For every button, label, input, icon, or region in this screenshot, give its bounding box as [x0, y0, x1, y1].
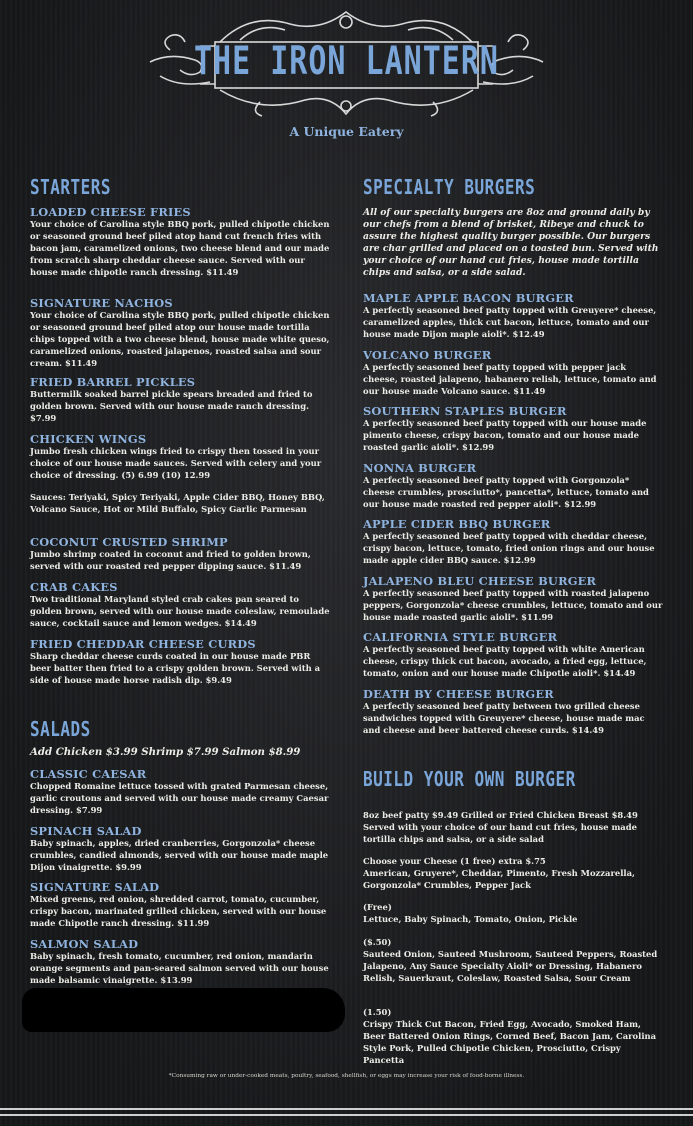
item-name: SPINACH SALAD [30, 824, 142, 838]
menu-item [363, 349, 663, 398]
menu-item [30, 825, 330, 874]
item-desc: A perfectly seasoned beef patty topped with white American cheese, crispy thick cut bacon, avocado, a fried egg, lettuce, tomato, onion and our house made Chipotle aioli*. [363, 644, 647, 678]
salads-title: SALADS [30, 717, 91, 741]
item-name: APPLE CIDER BBQ BURGER [363, 517, 551, 531]
tier2-list: Crispy Thick Cut Bacon, Fried Egg, Avocado, Smoked Ham, Beer Battered Onion Rings, Corned Beef, Bacon Jam, Carolina Style Pork, Pulled Chipotle Chicken, Prosciutto, Crispy Pancetta [363, 1018, 657, 1065]
item-price: $9.49 [205, 674, 232, 685]
menu-item [30, 206, 330, 279]
menu-item [363, 292, 663, 341]
build-free-toppings [363, 902, 663, 926]
build-base: 8oz beef patty $9.49 Grilled or Fried Chicken Breast $8.49 Served with your choice of our hand cut fries, house made tortilla chips and salsa, or a side salad [363, 810, 638, 844]
item-price: $14.49 [603, 667, 636, 678]
item-name: FRIED CHEDDAR CHEESE CURDS [30, 637, 256, 651]
item-desc: Chopped Romaine lettuce tossed with grated Parmesan cheese, garlic croutons and served with our house made creamy Caesar dressing. [30, 781, 329, 815]
item-price: $14.49 [571, 724, 604, 735]
menu-item [30, 376, 330, 425]
menu-item [30, 638, 330, 687]
item-name: CHICKEN WINGS [30, 432, 147, 446]
menu-item [30, 938, 330, 987]
burgers-intro: All of our specialty burgers are 8oz and ground daily by our chefs from a blend of brisket, Ribeye and chuck to assure the highest quality burger possible. Our burgers are char grilled and placed on a toasted bun. Served with your choice of our hand cut fries, house made tortilla chips and salsa, or a side salad. [363, 207, 659, 278]
redaction-block [22, 988, 345, 1032]
item-desc: Two traditional Maryland styled crab cakes pan seared to golden brown, served with our house made coleslaw, remoulade sauce, cocktail sauce and lemon wedges. [30, 594, 330, 628]
item-name: COCONUT CRUSTED SHRIMP [30, 535, 228, 549]
item-price: $13.99 [160, 974, 193, 985]
item-price: $7.99 [30, 412, 57, 423]
tagline: A Unique Eatery [289, 124, 404, 139]
free-list: Lettuce, Baby Spinach, Tomato, Onion, Pickle [363, 913, 578, 924]
menu-item [30, 581, 330, 630]
item-desc: Your choice of Carolina style BBQ pork, pulled chipotle chicken or seasoned ground beef piled atop our house made tortilla chips topped with a two cheese blend, house made white queso, caramelized onions, roasted jalapenos, roasted salsa and sour cream. [30, 310, 330, 368]
menu-item [30, 768, 330, 817]
item-name: SOUTHERN STAPLES BURGER [363, 404, 567, 418]
menu-item [363, 518, 663, 567]
menu-header [0, 0, 693, 150]
item-desc: A perfectly seasoned beef patty topped with cheddar cheese, crispy bacon, lettuce, tomato, fried onion rings and our house made apple cider BBQ sauce. [363, 531, 655, 565]
menu-item [30, 433, 330, 516]
item-price: $11.49 [64, 357, 98, 368]
item-desc: A perfectly seasoned beef patty between two grilled cheese sandwiches topped with Greuyere* cheese, house made mac and cheese and beer battered cheese curds. [363, 701, 645, 735]
item-desc: Buttermilk soaked barrel pickle spears breaded and fried to golden brown. Served with our house made ranch dressing. [30, 389, 313, 411]
item-name: CRAB CAKES [30, 580, 118, 594]
tier1-heading: ($.50) [363, 937, 392, 947]
menu-item [30, 536, 330, 573]
item-name: JALAPENO BLEU CHEESE BURGER [363, 574, 597, 588]
item-name: CALIFORNIA STYLE BURGER [363, 630, 558, 644]
item-price: $11.49 [513, 385, 546, 396]
item-name: LOADED CHEESE FRIES [30, 205, 191, 219]
item-desc: A perfectly seasoned beef patty topped with roasted jalapeno peppers, Gorgonzola* cheese crumbles, lettuce, tomato and our house made roasted garlic aioli*. [363, 588, 663, 622]
item-name: FRIED BARREL PICKLES [30, 375, 196, 389]
item-name: SIGNATURE SALAD [30, 880, 160, 894]
item-name: VOLCANO BURGER [363, 348, 492, 362]
menu-item [363, 462, 663, 511]
starters-title: STARTERS [30, 175, 112, 199]
item-price: $11.49 [269, 560, 302, 571]
menu-item [30, 297, 330, 370]
item-desc: Your choice of Carolina style BBQ pork, pulled chipotle chicken or seasoned ground beef piled atop hand cut french fries with bacon jam, caramelized onions, two cheese blend and our made from scratch sharp cheddar cheese sauce. Served with our house made chipotle ranch dressing. [30, 219, 330, 277]
item-price: $11.49 [206, 266, 239, 277]
free-heading: (Free) [363, 902, 392, 912]
item-name: DEATH BY CHEESE BURGER [363, 687, 554, 701]
menu-item [363, 631, 663, 680]
item-price: $12.99 [564, 498, 597, 509]
bottom-rule [0, 1108, 693, 1110]
item-desc: Mixed greens, red onion, shredded carrot, tomato, cucumber, crispy bacon, marinated grilled chicken, served with our house made Chipotle ranch dressing. [30, 894, 327, 928]
item-price: $12.49 [512, 328, 545, 339]
item-desc: Baby spinach, fresh tomato, cucumber, red onion, mandarin orange segments and pan-seared salmon served with our house made balsamic vinaigrette. [30, 951, 329, 985]
build-tier1-toppings [363, 937, 663, 985]
item-desc: Jumbo shrimp coated in coconut and fried to golden brown, served with our roasted red pepper dipping sauce. [30, 549, 311, 571]
build-cheese [363, 856, 663, 892]
restaurant-name: THE IRON LANTERN [194, 38, 499, 85]
item-desc: A perfectly seasoned beef patty topped with pepper jack cheese, roasted jalapeno, habanero relish, lettuce, tomato and our house made Volcano sauce. [363, 362, 657, 396]
item-desc: A perfectly seasoned beef patty topped with Greuyere* cheese, caramelized apples, thick cut bacon, lettuce, tomato and our house made Dijon maple aioli*. [363, 305, 657, 339]
cheese-heading: Choose your Cheese (1 free) extra $.75 [363, 856, 546, 866]
build-burger-title: BUILD YOUR OWN BURGER [363, 767, 576, 791]
item-price: $14.49 [224, 617, 257, 628]
footnote: *Consuming raw or under-cooked meats, poultry, seafood, shellfish, or eggs may increase your risk of food-borne illness. [168, 1073, 525, 1079]
item-desc: Baby spinach, apples, dried cranberries, Gorgonzola* cheese crumbles, candied almonds, served with our house made maple Dijon vinaigrette. [30, 838, 329, 872]
tier1-list: Sauteed Onion, Sauteed Mushroom, Sauteed Peppers, Roasted Jalapeno, Any Sauce Specialty Aioli* or Dressing, Habanero Relish, Sauerkraut, Coleslaw, Roasted Salsa, Sour Cream [363, 948, 658, 983]
menu-item [30, 881, 330, 930]
item-name: SIGNATURE NACHOS [30, 296, 173, 310]
item-price: $11.99 [177, 917, 210, 928]
item-desc: Jumbo fresh chicken wings fried to crispy then tossed in your choice of our house made sauces. Served with celery and your choice of dressing. (5) 6.99 (10) 12.99 [30, 446, 322, 480]
item-name: CLASSIC CAESAR [30, 767, 147, 781]
item-price: $11.99 [521, 611, 554, 622]
item-name: NONNA BURGER [363, 461, 477, 475]
item-name: MAPLE APPLE BACON BURGER [363, 291, 574, 305]
build-tier2-toppings [363, 1007, 663, 1067]
menu-item [363, 688, 663, 737]
cheese-list: American, Gruyere*, Cheddar, Pimento, Fresh Mozzarella, Gorgonzola* Crumbles, Pepper Jack [363, 867, 635, 890]
tier2-heading: (1.50) [363, 1007, 392, 1017]
item-desc: Sharp cheddar cheese curds coated in our house made PBR beer batter then fried to a crispy golden brown. Served with a side of house made horse radish dip. [30, 651, 321, 685]
sauce-list: Sauces: Teriyaki, Spicy Teriyaki, Apple Cider BBQ, Honey BBQ, Volcano Sauce, Hot or Mild Buffalo, Spicy Garlic Parmesan [30, 491, 325, 514]
salad-addons: Add Chicken $3.99 Shrimp $7.99 Salmon $8.99 [30, 746, 301, 758]
item-price: $7.99 [76, 804, 103, 815]
item-price: $12.99 [461, 441, 495, 452]
item-desc: A perfectly seasoned beef patty topped with Gorgonzola* cheese crumbles, prosciutto*, pancetta*, lettuce, tomato and our house made roasted red pepper aioli*. [363, 475, 649, 509]
item-price: $12.99 [503, 554, 536, 565]
item-name: SALMON SALAD [30, 937, 139, 951]
burgers-title: SPECIALTY BURGERS [363, 175, 536, 199]
item-desc: A perfectly seasoned beef patty topped with our house made pimento cheese, crispy bacon, tomato and our house made roasted garlic aioli*. [363, 418, 647, 452]
menu-item [363, 575, 663, 624]
menu-item [363, 405, 663, 454]
item-price: $9.99 [115, 861, 142, 872]
bottom-rule [0, 1114, 693, 1116]
